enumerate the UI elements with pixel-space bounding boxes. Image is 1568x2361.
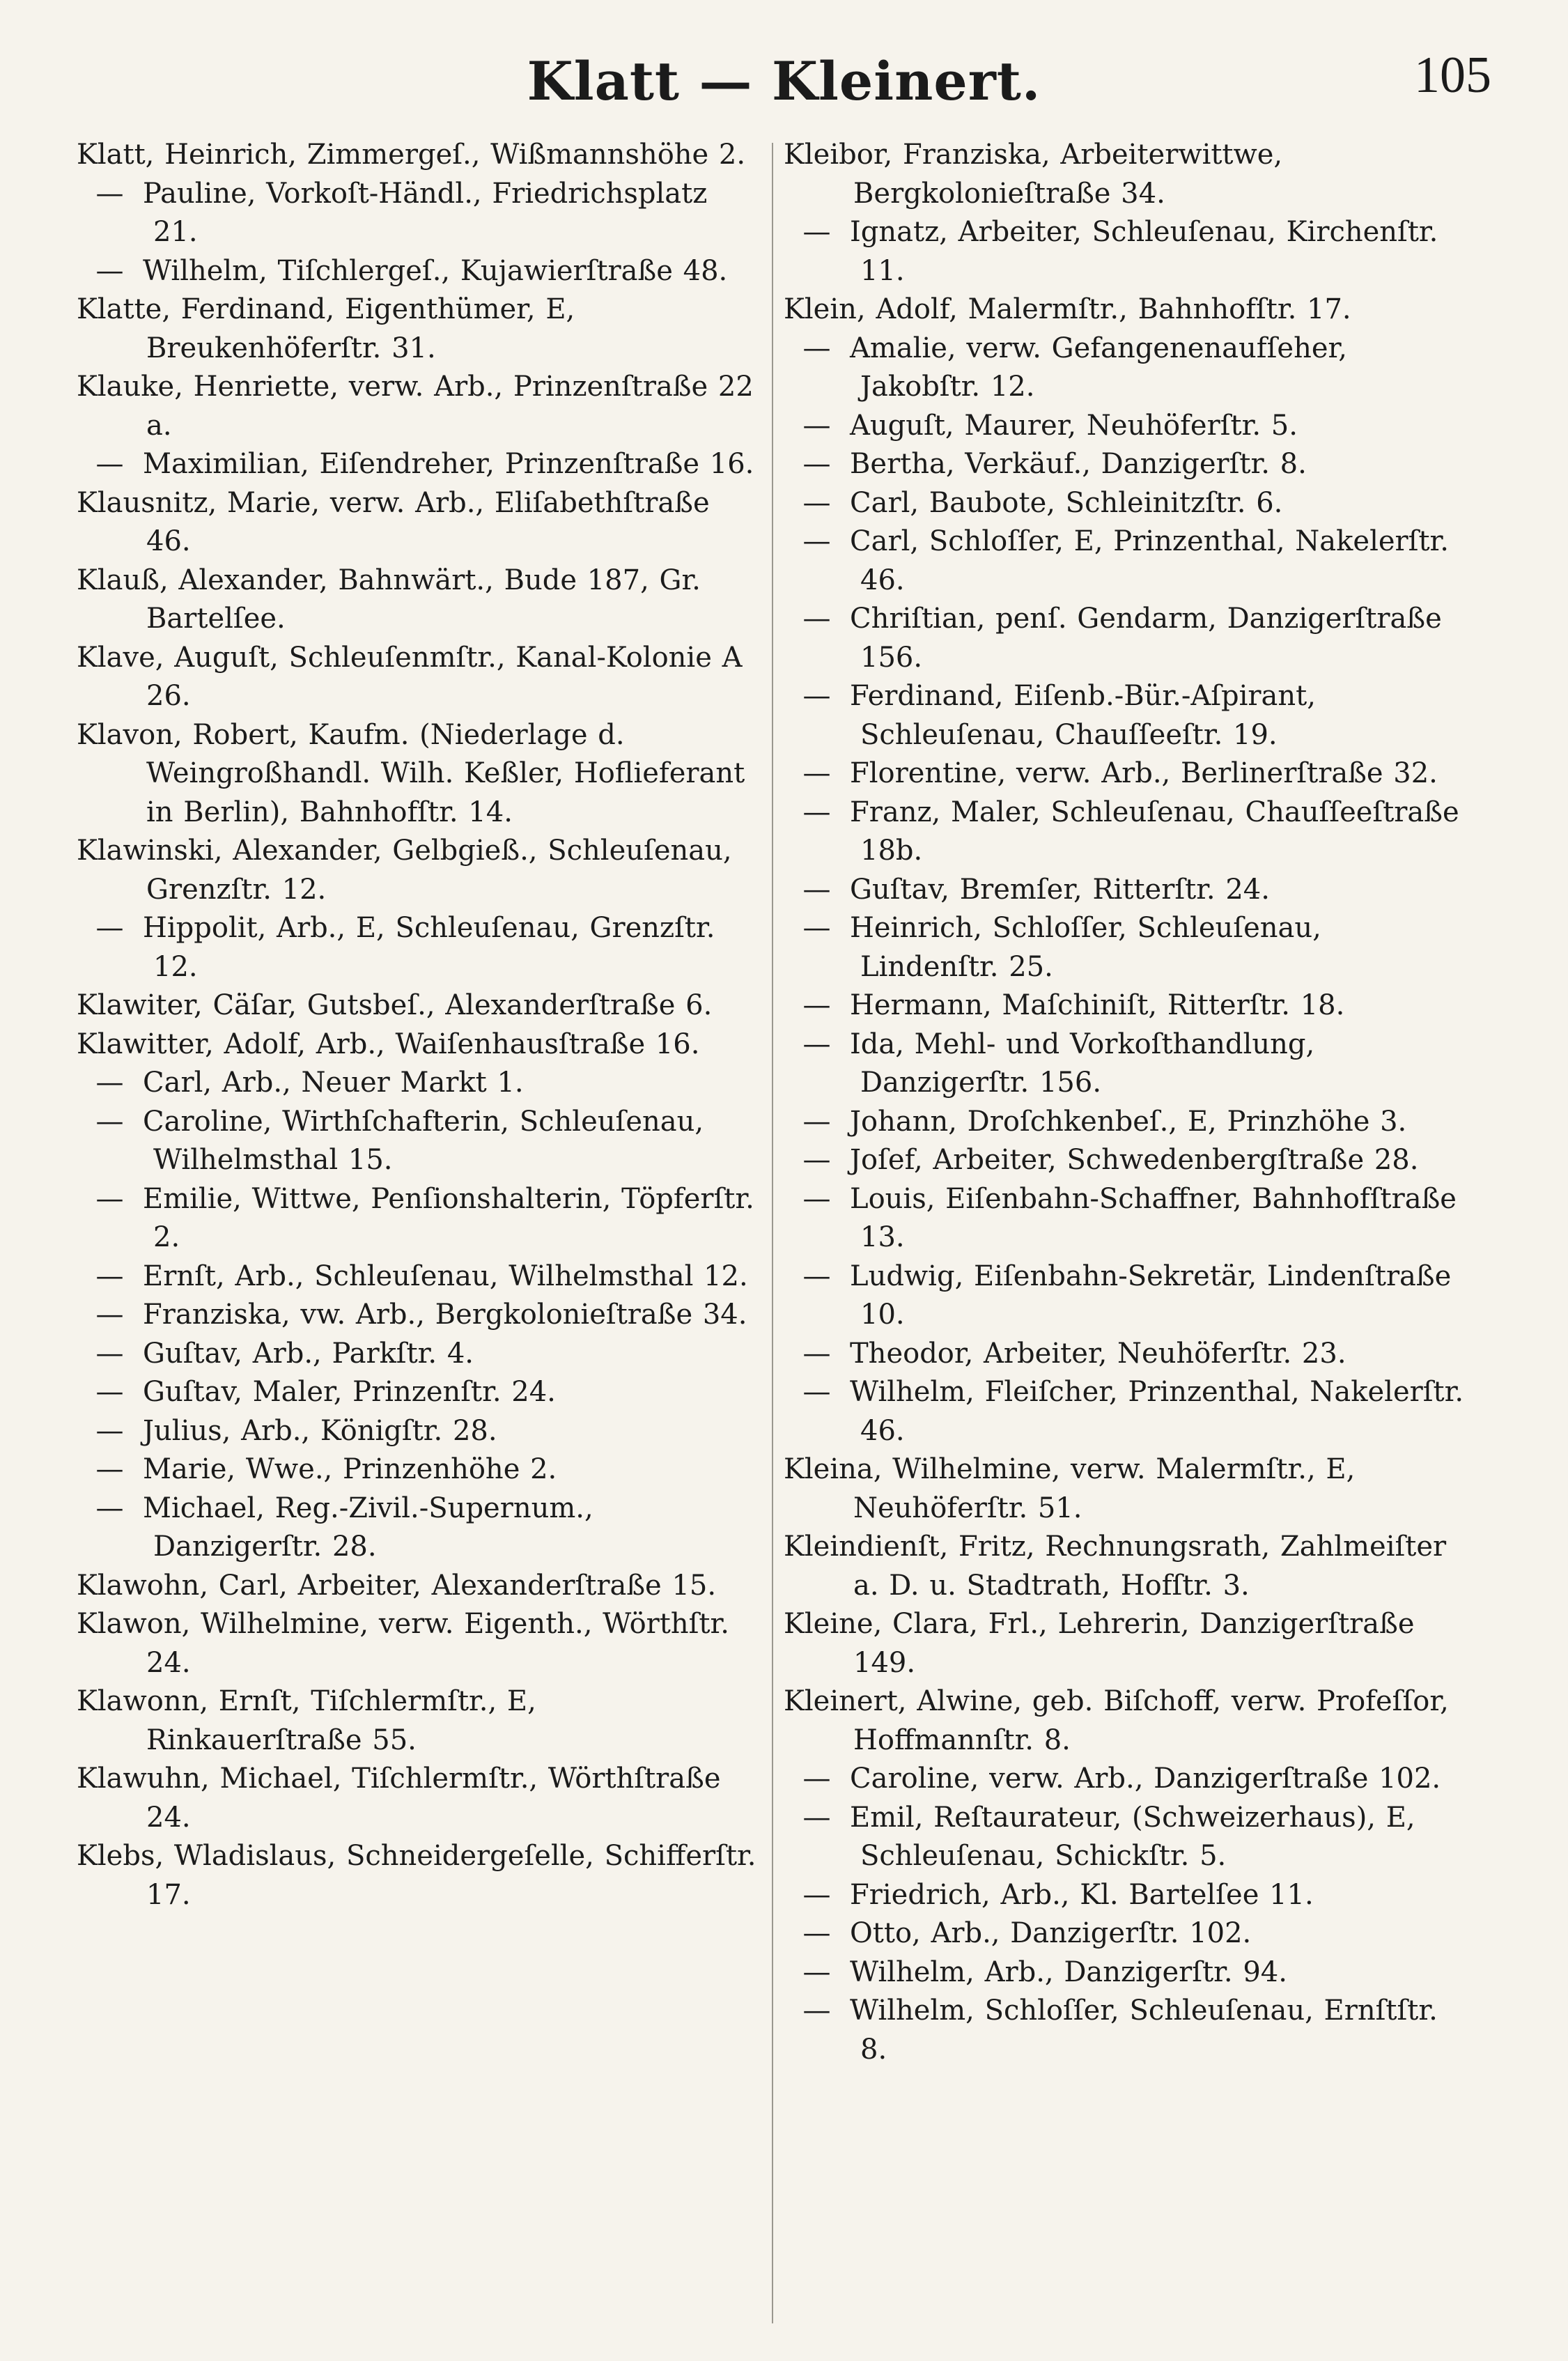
directory-entry xyxy=(77,832,759,909)
entry-text: Kleindienſt, Fritz, Rechnungsrath, Zahlmeiſter a. D. u. Stadtrath, Hofſtr. 3. xyxy=(784,1531,1447,1602)
entry-text: Bertha, Verkäuf., Danzigerſtr. 8. xyxy=(850,448,1307,480)
continuation-dash: — xyxy=(95,1260,124,1292)
entry-text: Klave, Auguſt, Schleuſenmſtr., Kanal-Kolonie A 26. xyxy=(77,641,743,712)
continuation-dash: — xyxy=(95,1414,124,1447)
entry-text: Friedrich, Arb., Kl. Bartelſee 11. xyxy=(850,1878,1314,1911)
directory-subentry xyxy=(784,754,1466,794)
entry-text: Klawohn, Carl, Arbeiter, Alexanderſtraße 15. xyxy=(77,1569,717,1602)
page-header xyxy=(77,42,1491,125)
directory-subentry xyxy=(784,1876,1466,1915)
continuation-dash: — xyxy=(802,332,831,364)
entry-text: Carl, Baubote, Schleinitzſtr. 6. xyxy=(850,486,1283,519)
directory-entry xyxy=(784,136,1466,213)
continuation-dash: — xyxy=(95,1067,124,1099)
directory-subentry xyxy=(784,986,1466,1025)
directory-subentry xyxy=(784,330,1466,407)
entry-text: Wilhelm, Fleiſcher, Prinzenthal, Nakelerſtr. 46. xyxy=(850,1376,1464,1447)
entry-text: Heinrich, Schloſſer, Schleuſenau, Lindenſtr. 25. xyxy=(850,912,1321,983)
entry-text: Julius, Arb., Königſtr. 28. xyxy=(143,1414,497,1447)
entry-text: Caroline, Wirthſchafterin, Schleuſenau, Wilhelmsthal 15. xyxy=(143,1105,704,1176)
directory-subentry xyxy=(784,1180,1466,1257)
entry-text: Joſef, Arbeiter, Schwedenbergſtraße 28. xyxy=(850,1144,1419,1176)
directory-subentry xyxy=(77,1296,759,1335)
page-number: 105 xyxy=(1414,47,1491,104)
entry-text: Ludwig, Eiſenbahn-Sekretär, Lindenſtraße 10. xyxy=(850,1260,1452,1331)
directory-subentry xyxy=(784,600,1466,677)
directory-entry xyxy=(784,1528,1466,1605)
directory-entry xyxy=(77,1682,759,1760)
right-column xyxy=(784,136,1466,2069)
directory-subentry xyxy=(77,1257,759,1296)
directory-subentry xyxy=(77,1412,759,1451)
directory-subentry xyxy=(784,1953,1466,1992)
continuation-dash: — xyxy=(802,1182,831,1215)
directory-subentry xyxy=(77,445,759,484)
continuation-dash: — xyxy=(802,873,831,906)
directory-subentry xyxy=(784,407,1466,446)
directory-subentry xyxy=(784,522,1466,600)
entry-text: Theodor, Arbeiter, Neuhöferſtr. 23. xyxy=(850,1337,1346,1370)
directory-subentry xyxy=(77,1103,759,1180)
entry-text: Johann, Droſchkenbeſ., E, Prinzhöhe 3. xyxy=(850,1105,1407,1138)
directory-subentry xyxy=(784,871,1466,910)
continuation-dash: — xyxy=(802,1376,831,1408)
entry-text: Maximilian, Eiſendreher, Prinzenſtraße 16. xyxy=(143,448,754,480)
continuation-dash: — xyxy=(802,680,831,712)
continuation-dash: — xyxy=(802,757,831,789)
directory-entry xyxy=(784,291,1466,330)
entry-text: Carl, Schloſſer, E, Prinzenthal, Nakelerſtr. 46. xyxy=(850,525,1449,596)
continuation-dash: — xyxy=(802,796,831,828)
entry-text: Kleina, Wilhelmine, verw. Malermſtr., E, Neuhöferſtr. 51. xyxy=(784,1453,1356,1524)
entry-text: Klavon, Robert, Kaufm. (Niederlage d. Weingroßhandl. Wilh. Keßler, Hoflieferant in Berlin), Bahnhofſtr. 14. xyxy=(77,718,745,828)
entry-text: Carl, Arb., Neuer Markt 1. xyxy=(143,1067,524,1099)
entry-text: Marie, Wwe., Prinzenhöhe 2. xyxy=(143,1453,557,1485)
directory-subentry xyxy=(77,252,759,291)
page-title: Klatt — Kleinert. xyxy=(527,50,1041,112)
entry-text: Klebs, Wladislaus, Schneidergeſelle, Schifferſtr. 17. xyxy=(77,1840,756,1911)
directory-subentry xyxy=(784,1141,1466,1180)
entry-text: Franziska, vw. Arb., Bergkolonieſtraße 34. xyxy=(143,1299,747,1331)
continuation-dash: — xyxy=(802,1105,831,1138)
directory-subentry xyxy=(77,1450,759,1489)
directory-entry xyxy=(77,716,759,833)
continuation-dash: — xyxy=(802,1144,831,1176)
directory-entry xyxy=(784,1682,1466,1760)
continuation-dash: — xyxy=(95,448,124,480)
directory-subentry xyxy=(784,1914,1466,1953)
directory-subentry xyxy=(784,794,1466,871)
directory-subentry xyxy=(77,1180,759,1257)
directory-subentry xyxy=(77,175,759,252)
directory-subentry xyxy=(77,1064,759,1103)
directory-entry xyxy=(77,986,759,1025)
continuation-dash: — xyxy=(802,1763,831,1795)
entry-text: Wilhelm, Tiſchlergeſ., Kujawierſtraße 48. xyxy=(143,254,728,287)
directory-subentry xyxy=(77,1373,759,1412)
directory-entry xyxy=(77,1837,759,1914)
entry-text: Klawitter, Adolf, Arb., Waiſenhausſtraße 16. xyxy=(77,1028,700,1060)
continuation-dash: — xyxy=(95,1492,124,1524)
directory-subentry xyxy=(784,213,1466,291)
entry-text: Wilhelm, Arb., Danzigerſtr. 94. xyxy=(850,1956,1287,1988)
entry-text: Otto, Arb., Danzigerſtr. 102. xyxy=(850,1917,1252,1949)
continuation-dash: — xyxy=(802,1337,831,1370)
entry-text: Ferdinand, Eiſenb.-Bür.-Aſpirant, Schleuſenau, Chauſſeeſtr. 19. xyxy=(850,680,1316,751)
entry-text: Guſtav, Bremſer, Ritterſtr. 24. xyxy=(850,873,1270,906)
entry-text: Ida, Mehl- und Vorkoſthandlung, Danzigerſtr. 156. xyxy=(850,1028,1315,1099)
directory-subentry xyxy=(77,1335,759,1374)
continuation-dash: — xyxy=(95,912,124,944)
entry-text: Amalie, verw. Gefangenenaufſeher, Jakobſtr. 12. xyxy=(850,332,1347,403)
continuation-dash: — xyxy=(95,1453,124,1485)
directory-subentry xyxy=(784,1760,1466,1799)
directory-entry xyxy=(77,136,759,175)
entry-text: Emil, Reſtaurateur, (Schweizerhaus), E, Schleuſenau, Schickſtr. 5. xyxy=(850,1801,1415,1872)
continuation-dash: — xyxy=(95,177,124,210)
continuation-dash: — xyxy=(802,912,831,944)
directory-subentry xyxy=(784,1103,1466,1142)
entry-text: Auguſt, Maurer, Neuhöferſtr. 5. xyxy=(850,409,1298,442)
entry-text: Hippolit, Arb., E, Schleuſenau, Grenzſtr. 12. xyxy=(143,912,715,983)
entry-text: Kleibor, Franziska, Arbeiterwittwe, Bergkolonieſtraße 34. xyxy=(784,139,1283,210)
entry-text: Emilie, Wittwe, Penſionshalterin, Töpferſtr. 2. xyxy=(143,1182,754,1253)
directory-entry xyxy=(784,1450,1466,1528)
directory-subentry xyxy=(784,484,1466,523)
entry-text: Klausnitz, Marie, verw. Arb., Eliſabethſtraße 46. xyxy=(77,486,710,557)
directory-subentry xyxy=(784,1335,1466,1374)
directory-entry xyxy=(77,1605,759,1682)
directory-subentry xyxy=(784,1992,1466,2069)
directory-entry xyxy=(77,1025,759,1065)
left-column xyxy=(77,136,759,1914)
entry-text: Hermann, Maſchiniſt, Ritterſtr. 18. xyxy=(850,989,1345,1021)
continuation-dash: — xyxy=(802,448,831,480)
entry-text: Klawiter, Cäſar, Gutsbeſ., Alexanderſtraße 6. xyxy=(77,989,713,1021)
directory-subentry xyxy=(784,445,1466,484)
continuation-dash: — xyxy=(95,1299,124,1331)
directory-entry xyxy=(784,1605,1466,1682)
entry-text: Kleine, Clara, Frl., Lehrerin, Danzigerſtraße 149. xyxy=(784,1608,1415,1679)
directory-entry xyxy=(77,484,759,562)
directory-entry xyxy=(77,1567,759,1606)
entry-text: Franz, Maler, Schleuſenau, Chauſſeeſtraße 18b. xyxy=(850,796,1459,867)
entry-text: Klatt, Heinrich, Zimmergeſ., Wißmannshöhe 2. xyxy=(77,139,746,171)
directory-entry xyxy=(77,1760,759,1837)
continuation-dash: — xyxy=(95,1337,124,1370)
column-divider xyxy=(772,143,773,2323)
entry-text: Louis, Eiſenbahn-Schaffner, Bahnhofſtraße 13. xyxy=(850,1182,1457,1253)
entry-text: Klawuhn, Michael, Tiſchlermſtr., Wörthſtraße 24. xyxy=(77,1763,721,1834)
continuation-dash: — xyxy=(802,216,831,248)
directory-entry xyxy=(77,562,759,639)
directory-entry xyxy=(77,291,759,368)
continuation-dash: — xyxy=(802,1995,831,2027)
directory-subentry xyxy=(77,1489,759,1567)
directory-subentry xyxy=(784,909,1466,986)
continuation-dash: — xyxy=(802,603,831,635)
directory-entry xyxy=(77,368,759,445)
entry-text: Guſtav, Maler, Prinzenſtr. 24. xyxy=(143,1376,556,1408)
entry-text: Wilhelm, Schloſſer, Schleuſenau, Ernſtſtr. 8. xyxy=(850,1995,1438,2066)
continuation-dash: — xyxy=(802,486,831,519)
directory-subentry xyxy=(784,677,1466,754)
continuation-dash: — xyxy=(802,1956,831,1988)
continuation-dash: — xyxy=(802,525,831,557)
continuation-dash: — xyxy=(802,1878,831,1911)
directory-subentry xyxy=(77,909,759,986)
directory-subentry xyxy=(784,1799,1466,1876)
continuation-dash: — xyxy=(95,1376,124,1408)
entry-text: Caroline, verw. Arb., Danzigerſtraße 102. xyxy=(850,1763,1441,1795)
continuation-dash: — xyxy=(802,1260,831,1292)
directory-subentry xyxy=(784,1257,1466,1335)
entry-text: Florentine, verw. Arb., Berlinerſtraße 32. xyxy=(850,757,1438,789)
entry-text: Klatte, Ferdinand, Eigenthümer, E, Breukenhöferſtr. 31. xyxy=(77,293,575,364)
entry-text: Ignatz, Arbeiter, Schleuſenau, Kirchenſtr. 11. xyxy=(850,216,1438,287)
continuation-dash: — xyxy=(802,1028,831,1060)
continuation-dash: — xyxy=(802,989,831,1021)
entry-text: Kleinert, Alwine, geb. Biſchoff, verw. Profeſſor, Hoffmannſtr. 8. xyxy=(784,1685,1449,1756)
entry-text: Pauline, Vorkoſt-Händl., Friedrichsplatz 21. xyxy=(143,177,708,248)
entry-text: Guſtav, Arb., Parkſtr. 4. xyxy=(143,1337,474,1370)
entry-text: Klauß, Alexander, Bahnwärt., Bude 187, Gr. Bartelſee. xyxy=(77,564,701,635)
entry-text: Chriſtian, penſ. Gendarm, Danzigerſtraße 156. xyxy=(850,603,1442,674)
entry-text: Klauke, Henriette, verw. Arb., Prinzenſtraße 22 a. xyxy=(77,371,754,442)
continuation-dash: — xyxy=(95,254,124,287)
continuation-dash: — xyxy=(95,1182,124,1215)
continuation-dash: — xyxy=(95,1105,124,1138)
entry-text: Ernſt, Arb., Schleuſenau, Wilhelmsthal 12. xyxy=(143,1260,748,1292)
entry-text: Klawon, Wilhelmine, verw. Eigenth., Wörthſtr. 24. xyxy=(77,1608,729,1679)
directory-entry xyxy=(77,639,759,716)
entry-text: Klawinski, Alexander, Gelbgieß., Schleuſenau, Grenzſtr. 12. xyxy=(77,835,732,906)
entry-text: Klawonn, Ernſt, Tiſchlermſtr., E, Rinkauerſtraße 55. xyxy=(77,1685,536,1756)
entry-text: Michael, Reg.-Zivil.-Supernum., Danzigerſtr. 28. xyxy=(143,1492,593,1563)
continuation-dash: — xyxy=(802,409,831,442)
directory-subentry xyxy=(784,1025,1466,1103)
entry-text: Klein, Adolf, Malermſtr., Bahnhofſtr. 17. xyxy=(784,293,1351,325)
continuation-dash: — xyxy=(802,1917,831,1949)
directory-subentry xyxy=(784,1373,1466,1450)
continuation-dash: — xyxy=(802,1801,831,1834)
